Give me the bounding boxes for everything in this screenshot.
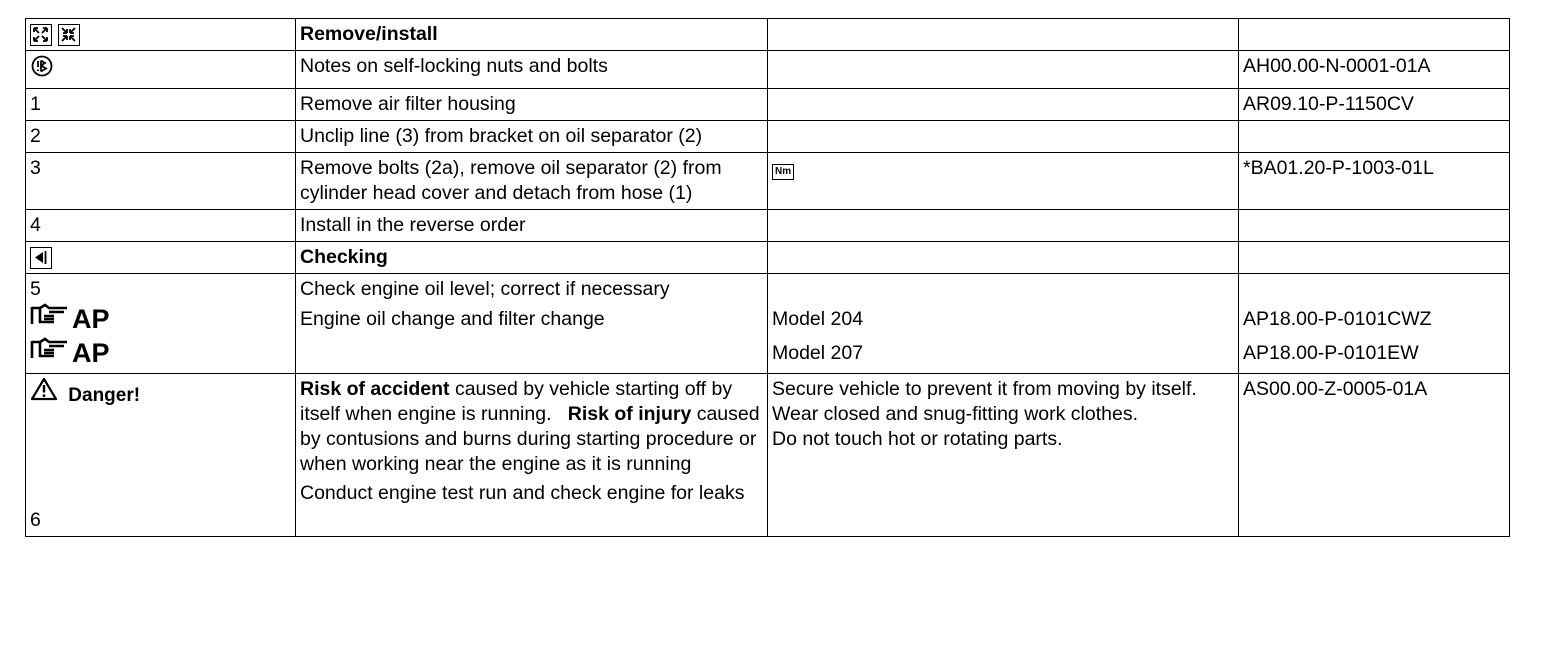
risk-injury-bold: Risk of injury — [567, 403, 692, 425]
empty-cell — [768, 242, 1239, 274]
empty-cell — [768, 121, 1239, 153]
table-row-step1 — [26, 89, 1510, 121]
remove-install-icons-cell — [26, 19, 296, 51]
pointing-hand-icon — [30, 336, 70, 362]
empty-cell — [768, 51, 1239, 89]
notes-ref-link[interactable]: AH00.00-N-0001-01A — [1239, 51, 1510, 89]
ap-label: AP — [72, 304, 110, 334]
step-number: 1 — [26, 89, 296, 121]
checking-title: Checking — [296, 242, 768, 274]
measure-text: Wear closed and snug-fitting work clothes. — [772, 403, 1138, 425]
notes-icon-cell — [26, 51, 296, 89]
step-text: Remove air filter housing — [296, 89, 768, 121]
danger-label-group — [30, 377, 291, 408]
checking-icon-cell — [26, 242, 296, 274]
ap1-ref-link[interactable]: AP18.00-P-0101CWZ — [1243, 308, 1432, 330]
step-text: Conduct engine test run and check engine for leaks — [300, 482, 745, 504]
torque-cell — [768, 153, 1239, 210]
measure-text: Do not touch hot or rotating parts. — [772, 428, 1063, 450]
ap2-ref-link[interactable]: AP18.00-P-0101EW — [1243, 342, 1419, 364]
step5-left-cell — [26, 274, 296, 374]
empty-cell — [768, 19, 1239, 51]
table-row-notes — [26, 51, 1510, 89]
danger-measures-cell — [768, 374, 1239, 537]
danger-label: Danger! — [68, 385, 141, 406]
notes-bolt-icon — [30, 54, 54, 78]
remove-install-title: Remove/install — [296, 19, 768, 51]
ap-reference-mark[interactable] — [30, 336, 291, 370]
empty-cell — [1239, 19, 1510, 51]
danger-risk-text — [300, 377, 763, 477]
step-text: Remove bolts (2a), remove oil separator (2) from cylinder head cover and detach from hose (1) — [296, 153, 768, 210]
risk-accident-bold: Risk of accident — [300, 378, 450, 400]
empty-cell — [768, 210, 1239, 242]
pointing-hand-icon — [30, 302, 70, 328]
danger-ref-link[interactable]: AS00.00-Z-0005-01A — [1243, 378, 1428, 400]
step-number: 6 — [30, 509, 41, 531]
step-number: 4 — [26, 210, 296, 242]
danger-left-cell — [26, 374, 296, 537]
measure-text: Secure vehicle to prevent it from moving by itself. — [772, 378, 1197, 400]
ap-label: AP — [72, 338, 110, 368]
table-row-remove-install — [26, 19, 1510, 51]
ap2-model: Model 207 — [772, 342, 864, 364]
expand-arrows-icon — [30, 24, 52, 46]
danger-ref-cell — [1239, 374, 1510, 537]
table-row-step5 — [26, 274, 1510, 374]
ap1-text: Engine oil change and filter change — [300, 308, 605, 330]
step5-ref-cell — [1239, 274, 1510, 374]
empty-cell — [1239, 121, 1510, 153]
notes-text: Notes on self-locking nuts and bolts — [296, 51, 768, 89]
table-row-step4 — [26, 210, 1510, 242]
ap-reference-mark[interactable] — [30, 302, 291, 336]
table-row-danger-step6 — [26, 374, 1510, 537]
step3-ref-link[interactable]: *BA01.20-P-1003-01L — [1239, 153, 1510, 210]
step-text: Check engine oil level; correct if necessary — [300, 278, 670, 300]
danger-text-cell — [296, 374, 768, 537]
table-row-checking — [26, 242, 1510, 274]
collapse-arrows-icon — [58, 24, 80, 46]
empty-cell — [1239, 210, 1510, 242]
table-row-step3 — [26, 153, 1510, 210]
procedure-table — [25, 18, 1510, 537]
ap1-model: Model 204 — [772, 308, 864, 330]
empty-cell — [1239, 242, 1510, 274]
step-text: Unclip line (3) from bracket on oil separator (2) — [296, 121, 768, 153]
warning-triangle-icon — [30, 377, 58, 401]
step-number: 5 — [30, 278, 41, 300]
step-text: Install in the reverse order — [296, 210, 768, 242]
empty-cell — [768, 89, 1239, 121]
step-number: 2 — [26, 121, 296, 153]
step-number: 3 — [26, 153, 296, 210]
step5-model-cell — [768, 274, 1239, 374]
checking-arrow-icon — [30, 247, 52, 269]
step1-ref-link[interactable]: AR09.10-P-1150CV — [1239, 89, 1510, 121]
table-row-step2 — [26, 121, 1510, 153]
torque-nm-icon[interactable]: Nm — [772, 164, 794, 180]
risk-accident-rest: caused by vehicle starting off by itself when engine is running. — [300, 378, 733, 425]
step5-text-cell — [296, 274, 768, 374]
risk-injury-rest: caused by contusions and burns during starting procedure or when working near the engine as it is running — [300, 403, 760, 475]
